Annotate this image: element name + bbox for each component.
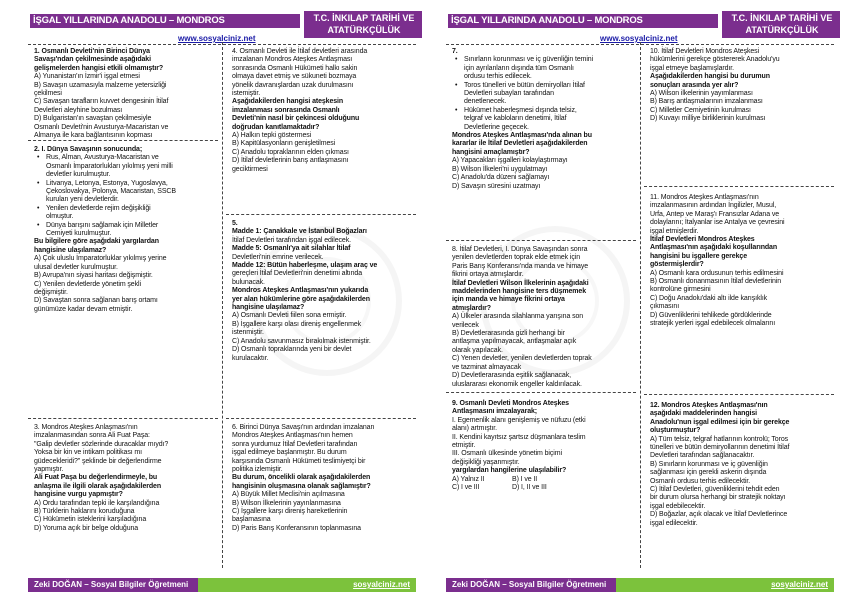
text-line: bir durum olursa herhangi bir stratejik noktayı bbox=[650, 494, 786, 502]
text-line: Antlaşmasını imzalayarak; bbox=[452, 408, 538, 416]
text-line: A) Ülkeler arasında silahlanma yarışına son bbox=[452, 313, 584, 321]
answer-d: D) I, II ve III bbox=[512, 484, 547, 492]
text-line: B) Wilson İlkelerinin yayınlanmasına bbox=[232, 499, 341, 507]
text-line: güdecekleridi?" şeklinde bir değerlendirme bbox=[34, 457, 162, 465]
text-line: başlamasına bbox=[232, 516, 271, 524]
divider bbox=[226, 214, 416, 215]
text-line: Osmanlı Devleti'nin Avusturya-Macaristan ve bbox=[34, 123, 169, 131]
text-line: İtilaf Devletleri tarafından işgal edilecek. bbox=[232, 236, 351, 244]
question-8 bbox=[452, 246, 638, 389]
bullet-item: • Hükümet haberleşmesi dışında telsiz, telgraf ve kabloların denetimi, İtilaf Devletlerine geçecek. bbox=[452, 107, 638, 132]
text-line: hangisinin oluşmasına olanak sağlamıştır? bbox=[232, 482, 371, 490]
text-line: D) Devletlerarasında eşitlik sağlanacak, bbox=[452, 372, 571, 380]
question-11 bbox=[650, 194, 836, 329]
text-line: göstermişlerdir? bbox=[650, 261, 704, 269]
text-line: 3. Mondros Ateşkes Anlaşması'nın bbox=[34, 424, 138, 431]
header-course: T.C. İNKILAP TARİHİ VE ATATÜRKÇÜLÜK bbox=[304, 11, 422, 38]
text-line: yapmıştır. bbox=[34, 466, 64, 474]
text-line: II. Kendini kayıtsız şartsız düşmanlara teslim bbox=[452, 433, 586, 441]
text-line: Antlaşması'nın aşağıdaki koşullarından bbox=[650, 244, 778, 252]
text-line: imzalanan Mondros Ateşkes Antlaşması bbox=[232, 56, 353, 64]
text-line: İtilaf Devletleri Wilson İlkelerinin aşağıdaki bbox=[452, 279, 589, 287]
text-line: Devletleri tarafından sağlanacaktır. bbox=[650, 452, 755, 460]
bullet-list bbox=[452, 56, 638, 132]
text-line: C) Anadolu'da düzeni sağlamayı bbox=[452, 174, 550, 182]
text-line: A) Osmanlı Devleti fiilen sona ermiştir. bbox=[232, 312, 347, 320]
text-line: Bu durum, öncelikli olarak aşağıdakilerden bbox=[232, 474, 371, 482]
text-line: imzalanmasının ardından İngilizler, Musul, bbox=[650, 202, 777, 210]
question-2 bbox=[34, 146, 220, 314]
text-line: D) Savaştan sonra sağlanan barış ortamı bbox=[34, 297, 158, 305]
text-line: sonra yurdumuz İtilaf Devletleri tarafından bbox=[232, 440, 358, 448]
text-line: anlaşma ile ilgili olarak aşağıdakilerden bbox=[34, 482, 162, 490]
text-line: A) Büyük Millet Meclisi'nin açılmasına bbox=[232, 491, 345, 499]
divider bbox=[644, 394, 834, 395]
text-line: D) Güvenliklerini tehlikede gördüklerinde bbox=[650, 311, 772, 319]
text-line: 12. Mondros Ateşkes Antlaşması'nın bbox=[650, 402, 768, 409]
question-7 bbox=[452, 48, 638, 191]
text-line: Madde 12: Bütün haberleşme, ulaşım araç ve bbox=[232, 262, 378, 270]
text-line: B) Barış antlaşmalarının imzalanması bbox=[650, 98, 763, 106]
question-2-stem: 2. I. Dünya Savaşının sonucunda; bbox=[34, 146, 143, 153]
text-line: geciktirmesi bbox=[232, 165, 268, 173]
text-line: işgal etmeye başlamışlardır. bbox=[650, 64, 734, 72]
text-line: Osmanlı ordusu terhis edilecektir. bbox=[650, 477, 751, 485]
text-line: hangisine vurgu yapmıştır? bbox=[34, 491, 123, 499]
text-line: kararlar ile İtilaf Devletleri aşağıdakilerden bbox=[452, 140, 588, 148]
text-line: işgal edebilecektir. bbox=[650, 502, 706, 510]
text-line: Savaşı'ndan çekilmesinde aşağıdaki bbox=[34, 56, 151, 64]
answer-a: A) Yalnız II bbox=[452, 475, 485, 483]
text-line: stratejik yerleri işgal edebilecek olmalarını bbox=[650, 320, 776, 328]
bullet-item: • Toros tünelleri ve bütün demiryolları İtilaf Devletleri subayları tarafından denetlenecek. bbox=[452, 82, 638, 107]
left-page bbox=[22, 6, 422, 598]
text-line: doğrudan kanıtlamaktadır? bbox=[232, 123, 320, 131]
text-line: 8. İtilaf Devletleri, I. Dünya Savaşından sonra bbox=[452, 246, 588, 253]
text-line: politika izlemiştir. bbox=[232, 466, 283, 474]
text-line: Aşağıdakilerden hangisi ateşkesin bbox=[232, 98, 344, 106]
text-line: C) Doğu Anadolu'daki altı ilde karışıklık bbox=[650, 294, 768, 302]
text-line: sonuçları arasında yer alır? bbox=[650, 81, 739, 89]
text-line: 11. Mondros Ateşkes Antlaşması'nın bbox=[650, 194, 759, 201]
text-line: B) Avrupa'nın siyasi haritası değişmiştir. bbox=[34, 272, 153, 280]
text-line: I. Egemenlik alanı genişlemiş ve nüfuzu (etki bbox=[452, 416, 586, 424]
text-line: etmiştir. bbox=[452, 442, 476, 450]
question-1 bbox=[34, 48, 220, 140]
text-line: Yoksa bir kin ve intikam politikası mı bbox=[34, 449, 142, 457]
text-line: sonrasında Osmanlı Hükümeti halkı sakin bbox=[232, 64, 358, 72]
text-line: Mondros Ateşkes Antlaşması'nın hemen bbox=[232, 432, 353, 440]
text-line: Mondros Ateşkes Antlaşması'nda alınan bu bbox=[452, 132, 592, 140]
text-line: gereçleri İtilaf Devletleri'nin denetimi altında bbox=[232, 270, 362, 278]
text-line: B) Türklerin haklarını koruduğuna bbox=[34, 508, 135, 516]
text-line: A) Halkın tepki göstermesi bbox=[232, 132, 312, 140]
text-line: verilecek bbox=[452, 321, 479, 329]
footer-author: Zeki DOĞAN – Sosyal Bilgiler Öğretmeni bbox=[28, 578, 198, 592]
text-line: Urfa, Antep ve Maraş'ı Fransızlar Adana ve bbox=[650, 210, 780, 218]
text-line: A) Yunanistan'ın İzmir'i işgal etmesi bbox=[34, 73, 140, 81]
text-line: 6. Birinci Dünya Savaşı'nın ardından imzalanan bbox=[232, 424, 375, 431]
question-3 bbox=[34, 424, 220, 533]
text-line: D) Savaşın süresini uzatmayı bbox=[452, 182, 541, 190]
text-line: istemiştir. bbox=[232, 90, 261, 98]
text-line: maddelerinden hangisine ters düşmemek bbox=[452, 288, 587, 296]
text-line: uluslararası ekonomik engeller kaldırılacak. bbox=[452, 380, 582, 388]
text-line: B) Sınırların korunması ve iç güvenliğin bbox=[650, 460, 768, 468]
text-line: yargılardan hangilerine ulaşılabilir? bbox=[452, 467, 567, 475]
text-line: B) Osmanlı donanmasının İtilaf devletlerinin bbox=[650, 278, 781, 286]
answer-row bbox=[452, 484, 582, 492]
text-line: Aşağıdakilerden hangisi bu durumun bbox=[650, 73, 770, 81]
text-line: B) Wilson İlkeleri'ni uygulatmayı bbox=[452, 165, 548, 173]
text-line: A) Osmanlı kara ordusunun terhis edilmesini bbox=[650, 269, 784, 277]
text-line: sağlanması için gerekli askerin dışında bbox=[650, 469, 767, 477]
text-line: A) Çok uluslu İmparatorluklar yıkılmış yerine bbox=[34, 255, 167, 263]
text-line: hükümlerini gerekçe göstererek Anadolu'yu bbox=[650, 56, 780, 64]
text-line: kontrolüne girmesini bbox=[650, 286, 711, 294]
text-line: işgal etmişlerdir. bbox=[650, 227, 699, 235]
divider bbox=[28, 418, 218, 419]
text-line: B) Kapitülasyonların genişletilmesi bbox=[232, 140, 336, 148]
text-line: istenmiştir. bbox=[232, 329, 264, 337]
text-line: B) İşgallere karşı olası direniş engellenmek bbox=[232, 320, 362, 328]
text-line: gelişmelerden hangisi etkili olmamıştır? bbox=[34, 64, 164, 72]
column-divider bbox=[640, 42, 641, 568]
text-line: yenilen devletlerden toprak elde etmek için bbox=[452, 254, 580, 262]
text-line: D) Osmanlı topraklarında yeni bir devlet bbox=[232, 346, 352, 354]
text-line: A) Wilson ilkelerinin yayımlanması bbox=[650, 90, 753, 98]
divider bbox=[28, 140, 218, 141]
text-line: Devletleri'nin emrine verilecek. bbox=[232, 253, 324, 261]
text-line: C) Anadolu savunmasız bırakılmak istenmiştir. bbox=[232, 337, 371, 345]
text-line: B) Savaşın uzamasıyla malzeme yetersizliği bbox=[34, 81, 167, 89]
header-title: İŞGAL YILLARINDA ANADOLU – MONDROS bbox=[30, 14, 300, 28]
text-line: için manda ve himaye fikrini ortaya bbox=[452, 296, 565, 304]
divider bbox=[446, 392, 636, 393]
text-line: D) Bulgaristan'ın savaştan çekilmesiyle bbox=[34, 115, 152, 123]
bullet-item: • Sınırların korunması ve iç güvenliğin temini için ayrılanların dışında tüm Osmanlı ordusu terhis edilecek. bbox=[452, 56, 638, 81]
text-line: hangisine ulaşılamaz? bbox=[34, 246, 107, 254]
text-line: 4. Osmanlı Devleti ile İtilaf devletleri arasında bbox=[232, 48, 368, 55]
text-line: Bu bilgilere göre aşağıdaki yargılardan bbox=[34, 238, 159, 246]
answer-c: C) I ve III bbox=[452, 484, 480, 492]
text-line: tünelleri ve bütün demiryollarının denetimi İtilaf bbox=[650, 444, 790, 452]
text-line: Devletleri aleyhine bozulması bbox=[34, 106, 123, 114]
text-line: hangisini bu işgallere gerekçe bbox=[650, 252, 747, 260]
question-9 bbox=[452, 400, 638, 492]
text-line: çekilmesi bbox=[34, 90, 62, 98]
text-line: dolaylarını; İtalyanlar ise Antalya ve çevresini bbox=[650, 219, 785, 227]
text-line: Almanya ile kara bağlantısının kopması bbox=[34, 132, 153, 140]
answer-b: B) I ve II bbox=[512, 475, 538, 483]
text-line: A) Tüm telsiz, telgraf hatlarının kontrolü; Toros bbox=[650, 435, 789, 443]
text-line: olmaya davet etmiş ve sükuneti bozmaya bbox=[232, 73, 357, 81]
text-line: III. Osmanlı ülkesinde yönetim biçimi bbox=[452, 450, 562, 458]
text-line: kurulacaktır. bbox=[232, 354, 269, 362]
text-line: C) Yenen devletler, yenilen devletlerden toprak bbox=[452, 355, 592, 363]
question-12 bbox=[650, 402, 836, 528]
footer-site-link[interactable]: sosyalciniz.net bbox=[353, 580, 410, 589]
text-line: antlaşma yapılmayacak, antlaşmalar açık bbox=[452, 338, 577, 346]
bullet-item: • Dünya barışını sağlamak için Milletler Cemiyeti kurulmuştur. bbox=[34, 222, 220, 239]
text-line: değişmiştir. bbox=[34, 288, 68, 296]
text-line: Madde 5: Osmanlı'ya ait silahlar İtilaf bbox=[232, 245, 351, 253]
divider bbox=[644, 186, 834, 187]
divider bbox=[226, 418, 416, 419]
question-6 bbox=[232, 424, 418, 533]
text-line: günümüze kadar devam etmiştir. bbox=[34, 305, 133, 313]
text-line: ulusal devletler kurulmuştur. bbox=[34, 263, 118, 271]
text-line: olarak yapılacak. bbox=[452, 346, 503, 354]
text-line: karşısında Osmanlı Hükümeti teslimiyetçi bir bbox=[232, 457, 366, 465]
text-line: Devleti'nin nasıl bir çekincesi olduğunu bbox=[232, 115, 360, 123]
text-line: C) Anadolu topraklarının elden çıkması bbox=[232, 148, 349, 156]
divider bbox=[446, 240, 636, 241]
text-line: İtilaf Devletleri Mondros Ateşkes bbox=[650, 236, 755, 244]
text-line: 5. bbox=[232, 220, 238, 227]
footer-author: Zeki DOĞAN – Sosyal Bilgiler Öğretmeni bbox=[446, 578, 616, 592]
text-line: C) İtilaf Devletleri, güvenliklerini tehdit eden bbox=[650, 486, 780, 494]
text-line: 9. Osmanlı Devleti Mondros Ateşkes bbox=[452, 400, 569, 407]
text-line: A) Yapacakları işgalleri kolaylaştırmayı bbox=[452, 157, 568, 165]
text-line: Madde 1: Çanakkale ve İstanbul Boğazları bbox=[232, 228, 367, 236]
text-line: D) Paris Barış Konferansının toplanmasına bbox=[232, 524, 361, 532]
text-line: değişikliği yaşanmıştır. bbox=[452, 458, 520, 466]
question-4 bbox=[232, 48, 418, 174]
site-link[interactable]: www.sosyalciniz.net bbox=[600, 34, 678, 43]
text-line: C) İşgallere karşı direniş hareketlerinin bbox=[232, 508, 348, 516]
text-line: Paris Barış Konferansı'nda manda ve himaye bbox=[452, 262, 589, 270]
text-line: B) Devletlerarasında gizli herhangi bir bbox=[452, 330, 565, 338]
text-line: oluşturmuştur? bbox=[650, 427, 701, 435]
text-line: "Galip devletler sözlerinde duracaklar mıydı? bbox=[34, 440, 169, 448]
right-page bbox=[440, 6, 840, 598]
text-line: ve tazminat almayacak bbox=[452, 363, 522, 371]
text-line: 1. Osmanlı Devleti'nin Birinci Dünya bbox=[34, 48, 150, 55]
text-line: atmışlardır? bbox=[452, 304, 491, 312]
text-line: Anadolu'nun işgal edilmesi için bir gerekçe bbox=[650, 418, 790, 426]
question-5 bbox=[232, 220, 418, 363]
text-line: alanı) artmıştır. bbox=[452, 425, 497, 433]
text-line: işgal edilecektir. bbox=[650, 519, 698, 527]
text-line: Ali Fuat Paşa bu değerlendirmeyle, bu bbox=[34, 474, 158, 482]
text-line: D) Boğazlar, açık olacak ve İtilaf Devletlerince bbox=[650, 511, 788, 519]
column-divider bbox=[222, 42, 223, 568]
text-line: D) Yoruma açık bir belge olduğuna bbox=[34, 524, 139, 532]
text-line: yer alan hükümlerine göre aşağıdakilerden bbox=[232, 295, 370, 303]
text-line: işgal edilmeye başlanmıştır. Bu durum bbox=[232, 449, 347, 457]
text-line: bulunacak. bbox=[232, 278, 265, 286]
text-line: hangisini amaçlamıştır? bbox=[452, 148, 530, 156]
footer-site-link[interactable]: sosyalciniz.net bbox=[771, 580, 828, 589]
text-line: hangisine ulaşılamaz? bbox=[232, 304, 305, 312]
text-line: C) Hükümetin isteklerini karşıladığına bbox=[34, 516, 147, 524]
bullet-list bbox=[34, 154, 220, 238]
text-line: aşağıdaki maddelerinden hangisi bbox=[650, 410, 757, 418]
text-line: yönelik davranışlardan uzak durulmasını bbox=[232, 81, 354, 89]
header-course: T.C. İNKILAP TARİHİ VE ATATÜRKÇÜLÜK bbox=[722, 11, 840, 38]
text-line: imzalanması sonrasında Osmanlı bbox=[232, 106, 340, 114]
site-link[interactable]: www.sosyalciniz.net bbox=[178, 34, 256, 43]
text-line: imzalanmasından sonra Ali Fuat Paşa: bbox=[34, 432, 150, 440]
text-line: C) Savaşan tarafların kuvvet dengesinin İtilaf bbox=[34, 98, 169, 106]
question-10 bbox=[650, 48, 836, 124]
bullet-item: • Rus, Alman, Avusturya-Macaristan ve Osmanlı İmparatorlukları yıkılmış yeni milli devletler kurulmuştur. bbox=[34, 154, 220, 179]
text-line: C) Milletler Cemiyetinin kurulması bbox=[650, 106, 751, 114]
question-7-stem: 7. bbox=[452, 48, 458, 55]
text-line: D) Kuvayı milliye birliklerinin kurulması bbox=[650, 115, 766, 123]
text-line: 10. İtilaf Devletleri Mondros Ateşkesi bbox=[650, 48, 760, 55]
bullet-item: • Litvanya, Letonya, Estonya, Yugoslavya, Çekoslovakya, Polonya, Macaristan, SSCB kurulan yeni devletlerdir. bbox=[34, 180, 220, 205]
text-line: fikrini ortaya atmışlardır. bbox=[452, 271, 524, 279]
bullet-item: • Yenilen devletlerde rejim değişikliği olmuştur. bbox=[34, 205, 220, 222]
text-line: C) Yenilen devletlerde yönetim şekli bbox=[34, 280, 141, 288]
answer-row bbox=[452, 476, 582, 484]
text-line: D) İtilaf devletlerinin barış antlaşmasını bbox=[232, 157, 349, 165]
text-line: çıkmasını bbox=[650, 303, 680, 311]
page-footer bbox=[446, 578, 834, 592]
text-line: A) Ordu tarafından tepki ile karşılandığına bbox=[34, 499, 160, 507]
text-line: Mondros Ateşkes Antlaşması'nın yukarıda bbox=[232, 287, 369, 295]
page-footer bbox=[28, 578, 416, 592]
header-title: İŞGAL YILLARINDA ANADOLU – MONDROS bbox=[448, 14, 718, 28]
